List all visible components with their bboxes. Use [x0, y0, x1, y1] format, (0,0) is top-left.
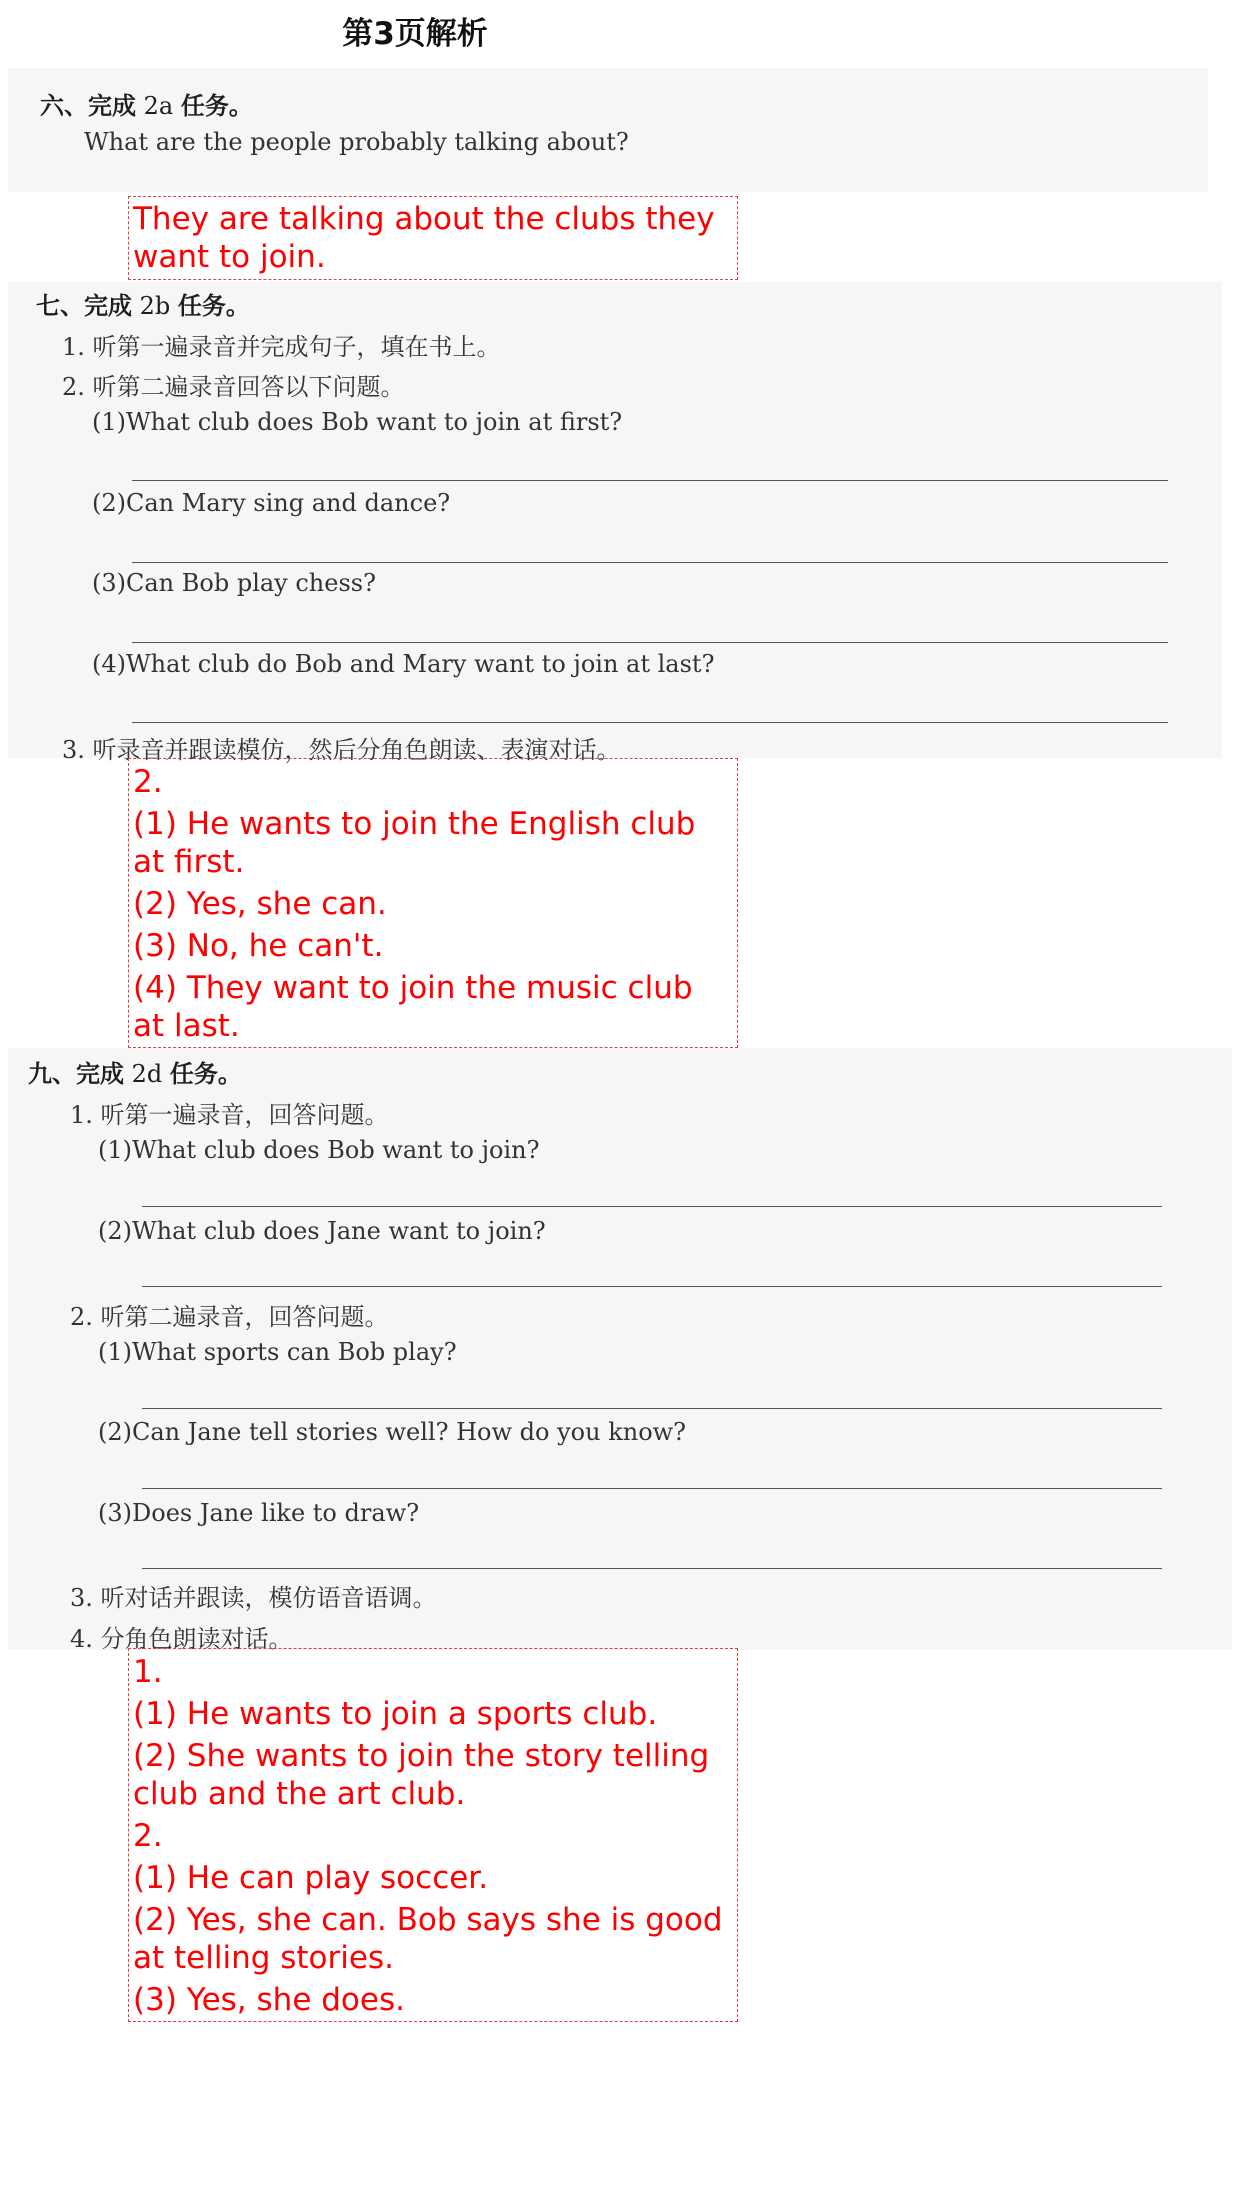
section-6-heading [40, 86, 253, 121]
answer-line-text: (1) He can play soccer. [133, 1860, 489, 1896]
answer-line-text: 2. [133, 1818, 163, 1854]
answer-line-text: (3) Yes, she does. [133, 1982, 405, 2018]
answer-line-text: 2. [133, 764, 163, 800]
section-7-heading-num: 七、完成 [36, 292, 132, 320]
answer-line [142, 1206, 1162, 1207]
section-7-question: (3)Can Bob play chess? [92, 569, 376, 597]
section-6-question: What are the people probably talking about? [84, 128, 629, 156]
answer-line-text: 1. [133, 1654, 163, 1690]
section-7-heading-task: 2b [139, 292, 171, 320]
answer-line [132, 722, 1168, 723]
section-7-question: (2)Can Mary sing and dance? [92, 489, 451, 517]
section-9-question: (1)What sports can Bob play? [98, 1338, 457, 1366]
section-7-item-3: 3. 听录音并跟读模仿，然后分角色朗读、表演对话。 [62, 736, 621, 764]
answer-line [142, 1286, 1162, 1287]
section-9-item-3: 3. 听对话并跟读，模仿语音语调。 [70, 1584, 437, 1612]
section-9-heading-task: 2d [131, 1060, 163, 1088]
answer-box-2 [128, 758, 738, 1048]
section-9-item-1: 1. 听第一遍录音，回答问题。 [70, 1101, 389, 1129]
section-7-item-1: 1. 听第一遍录音并完成句子，填在书上。 [62, 333, 501, 361]
answer-text: They are talking about the clubs they want to join. [133, 201, 715, 275]
answer-box-3 [128, 1648, 738, 2022]
answer-line-text: (2) Yes, she can. [133, 886, 387, 922]
answer-line-text: (1) He wants to join a sports club. [133, 1696, 658, 1732]
section-9-question: (3)Does Jane like to draw? [98, 1499, 420, 1527]
section-9-question: (2)What club does Jane want to join? [98, 1217, 546, 1245]
section-7-heading-suffix: 任务。 [177, 292, 250, 320]
answer-line-text: (2) She wants to join the story telling club and the art club. [133, 1738, 710, 1812]
answer-line-text: (1) He wants to join the English club at first. [133, 806, 696, 880]
answer-line [132, 562, 1168, 563]
answer-line-text: (4) They want to join the music club at last. [133, 970, 693, 1044]
answer-line [132, 480, 1168, 481]
section-9-heading-suffix: 任务。 [169, 1060, 242, 1088]
section-7-item-2: 2. 听第二遍录音回答以下问题。 [62, 373, 405, 401]
section-6-heading-num: 六、完成 [40, 92, 136, 120]
section-6-heading-task: 2a [143, 92, 174, 120]
section-9-question: (2)Can Jane tell stories well? How do you know? [98, 1418, 687, 1446]
section-9-question: (1)What club does Bob want to join? [98, 1136, 540, 1164]
section-9-item-2: 2. 听第二遍录音，回答问题。 [70, 1303, 389, 1331]
section-9-heading-num: 九、完成 [28, 1060, 124, 1088]
section-7-question: (1)What club does Bob want to join at first? [92, 408, 623, 436]
answer-line [142, 1568, 1162, 1569]
answer-box-1 [128, 196, 738, 280]
answer-line-text: (2) Yes, she can. Bob says she is good at telling stories. [133, 1902, 723, 1976]
answer-line [142, 1488, 1162, 1489]
section-9-heading [28, 1054, 242, 1089]
answer-line-text: (3) No, he can't. [133, 928, 384, 964]
section-7-heading [36, 286, 250, 321]
section-6-heading-suffix: 任务。 [180, 92, 253, 120]
section-7-question: (4)What club do Bob and Mary want to join at last? [92, 650, 715, 678]
page-title: 第3页解析 [342, 16, 488, 52]
answer-line [142, 1408, 1162, 1409]
answer-line [132, 642, 1168, 643]
section-9-item-4: 4. 分角色朗读对话。 [70, 1625, 293, 1653]
